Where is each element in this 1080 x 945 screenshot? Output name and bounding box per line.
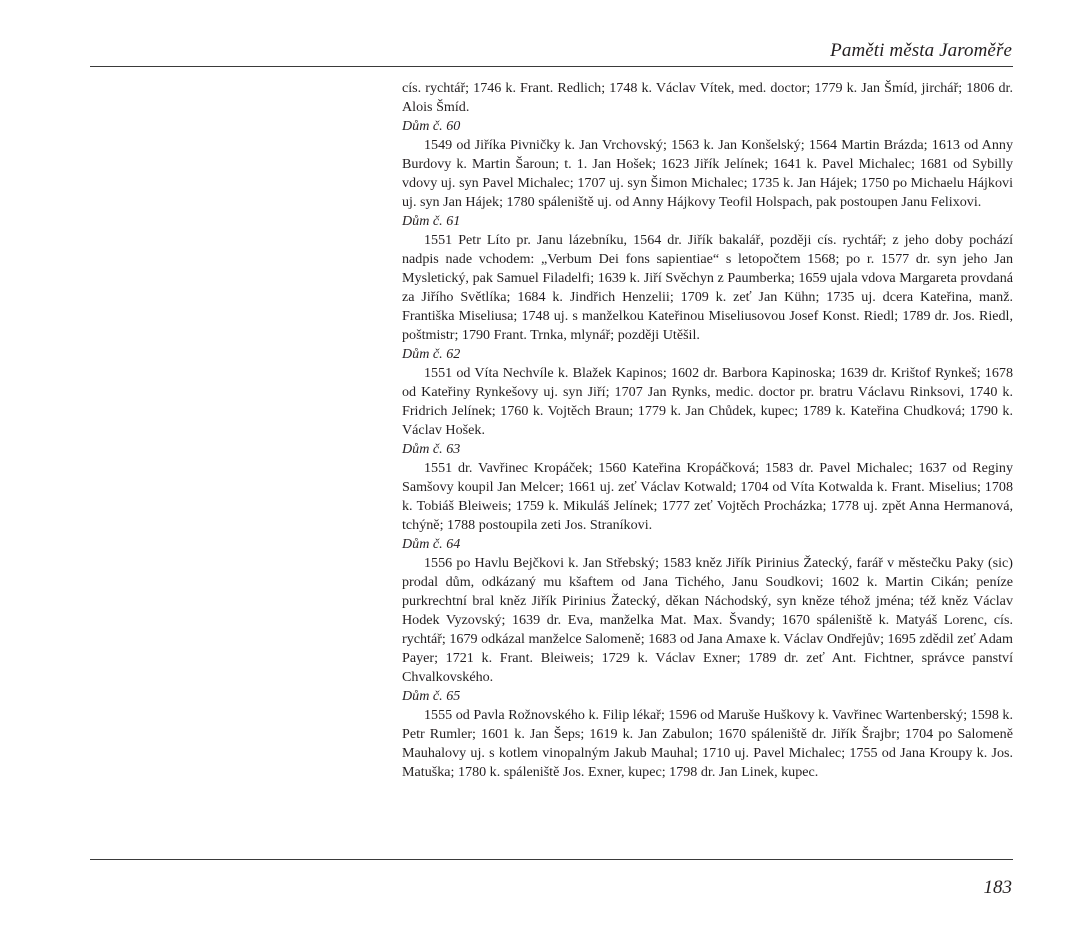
house-entry-62: 1551 od Víta Nechvíle k. Blažek Kapinos; 1602 dr. Barbora Kapinoska; 1639 dr. Krištof Rynkeš; 1678 od Kateřiny Rynkešovy uj. syn Jiří; 1707 Jan Rynks, medic. doctor pr. bratru Václavu Rinksovi, 1740 k. Fridrich Jelínek; 1760 k. Vojtěch Braun; 1779 k. Jan Chůdek, kupec; 1789 k. Kateřina Chudková; 1790 k. Václav Hošek.: [402, 365, 1013, 438]
house-heading-62: Dům č. 62: [402, 346, 461, 362]
house-entry-64: 1556 po Havlu Bejčkovi k. Jan Střebský; 1583 kněz Jiřík Pirinius Žatecký, farář v městečku Paky (sic) prodal dům, odkázaný mu kšaftem od Jana Tichého, Janu Soudkovi; 1602 k. Martin Cikán; peníze purkrechtní bral kněz Jiřík Pirinius Žatecký, děkan Náchodský, syn kněze téhož jména; též kněz Václav Hodek Vyzovský; 1639 dr. Eva, manželka Mat. Max. Švandy; 1670 spáleniště k. Matyáš Lorenc, cís. rychtář; 1679 odkázal manželce Salomeně; 1683 od Jana Amaxe k. Václav Ondřejův; 1695 zdědil zeť Adam Payer; 1721 k. Frant. Bleiweis; 1729 k. Václav Exner; 1789 dr. zeť Ant. Fichtner, správce panství Chvalkovského.: [402, 555, 1013, 685]
running-title: Paměti města Jaroměře: [830, 40, 1012, 61]
main-text-column: [402, 79, 1013, 782]
house-heading-65: Dům č. 65: [402, 688, 461, 704]
house-entry-63: 1551 dr. Vavřinec Kropáček; 1560 Kateřina Kropáčková; 1583 dr. Pavel Michalec; 1637 od Reginy Samšovy koupil Jan Melcer; 1661 uj. zeť Václav Kotwald; 1704 od Víta Kotwalda k. Frant. Miselius; 1708 k. Tobiáš Bleiweis; 1759 k. Mikuláš Jelínek; 1777 zeť Vojtěch Procházka; 1778 uj. zpět Anna Hermanová, tchýně; 1788 postoupila zeti Jos. Straníkovi.: [402, 460, 1013, 533]
house-heading-60: Dům č. 60: [402, 118, 461, 134]
house-entry-60: 1549 od Jiříka Pivničky k. Jan Vrchovský; 1563 k. Jan Konšelský; 1564 Martin Brázda; 1613 od Anny Burdovy k. Martin Šaroun; t. 1. Jan Hošek; 1623 Jiřík Jelínek; 1641 k. Pavel Michalec; 1681 od Sybilly vdovy uj. syn Pavel Michalec; 1707 uj. syn Šimon Michalec; 1735 k. Jan Hájek; 1750 po Michaelu Hájkovi uj. syn Jan Hájek; 1780 spáleniště uj. od Anny Hájkovy Teofil Holspach, pak postoupen Janu Felixovi.: [402, 137, 1013, 210]
house-entry-61: 1551 Petr Líto pr. Janu lázebníku, 1564 dr. Jiřík bakalář, později cís. rychtář; z jeho doby pochází nadpis nade vchodem: „Verbum Dei fons sapientiae“ s letopočtem 1568; po r. 1577 dr. syn jeho Jan Mysletický, pak Samuel Filadelfi; 1639 k. Jiří Svěchyn z Paumberka; 1659 ujala vdova Margareta provdaná za Jiřího Světlíka; 1684 k. Jindřich Henzelii; 1709 k. zeť Jan Kühn; 1735 uj. dcera Kateřina, manž. Františka Miseliusa; 1748 uj. s manželkou Kateřinou Miseliusovou Josef Konst. Riedl; 1789 dr. Jos. Riedl, poštmistr; 1790 Frant. Trnka, mlynář; později Utěšil.: [402, 232, 1013, 343]
header-rule: [90, 66, 1013, 67]
house-heading-64: Dům č. 64: [402, 536, 461, 552]
lead-paragraph: cís. rychtář; 1746 k. Frant. Redlich; 1748 k. Václav Vítek, med. doctor; 1779 k. Jan Šmíd, jirchář; 1806 dr. Alois Šmíd.: [402, 80, 1013, 115]
footer-rule: [90, 859, 1013, 860]
page-number: 183: [983, 877, 1012, 898]
house-entry-65: 1555 od Pavla Rožnovského k. Filip lékař; 1596 od Maruše Huškovy k. Vavřinec Wartenberský; 1598 k. Petr Rumler; 1601 k. Jan Šeps; 1619 k. Jan Zabulon; 1670 spáleniště dr. Jiřík Šrajbr; 1704 po Salomeně Mauhalovy uj. s kotlem vinopalným Jakub Mauhal; 1710 uj. Pavel Michalec; 1755 od Jana Kroupy k. Jos. Matuška; 1780 k. spáleniště Jos. Exner, kupec; 1798 dr. Jan Linek, kupec.: [402, 707, 1013, 780]
house-heading-61: Dům č. 61: [402, 213, 461, 229]
house-heading-63: Dům č. 63: [402, 441, 461, 457]
